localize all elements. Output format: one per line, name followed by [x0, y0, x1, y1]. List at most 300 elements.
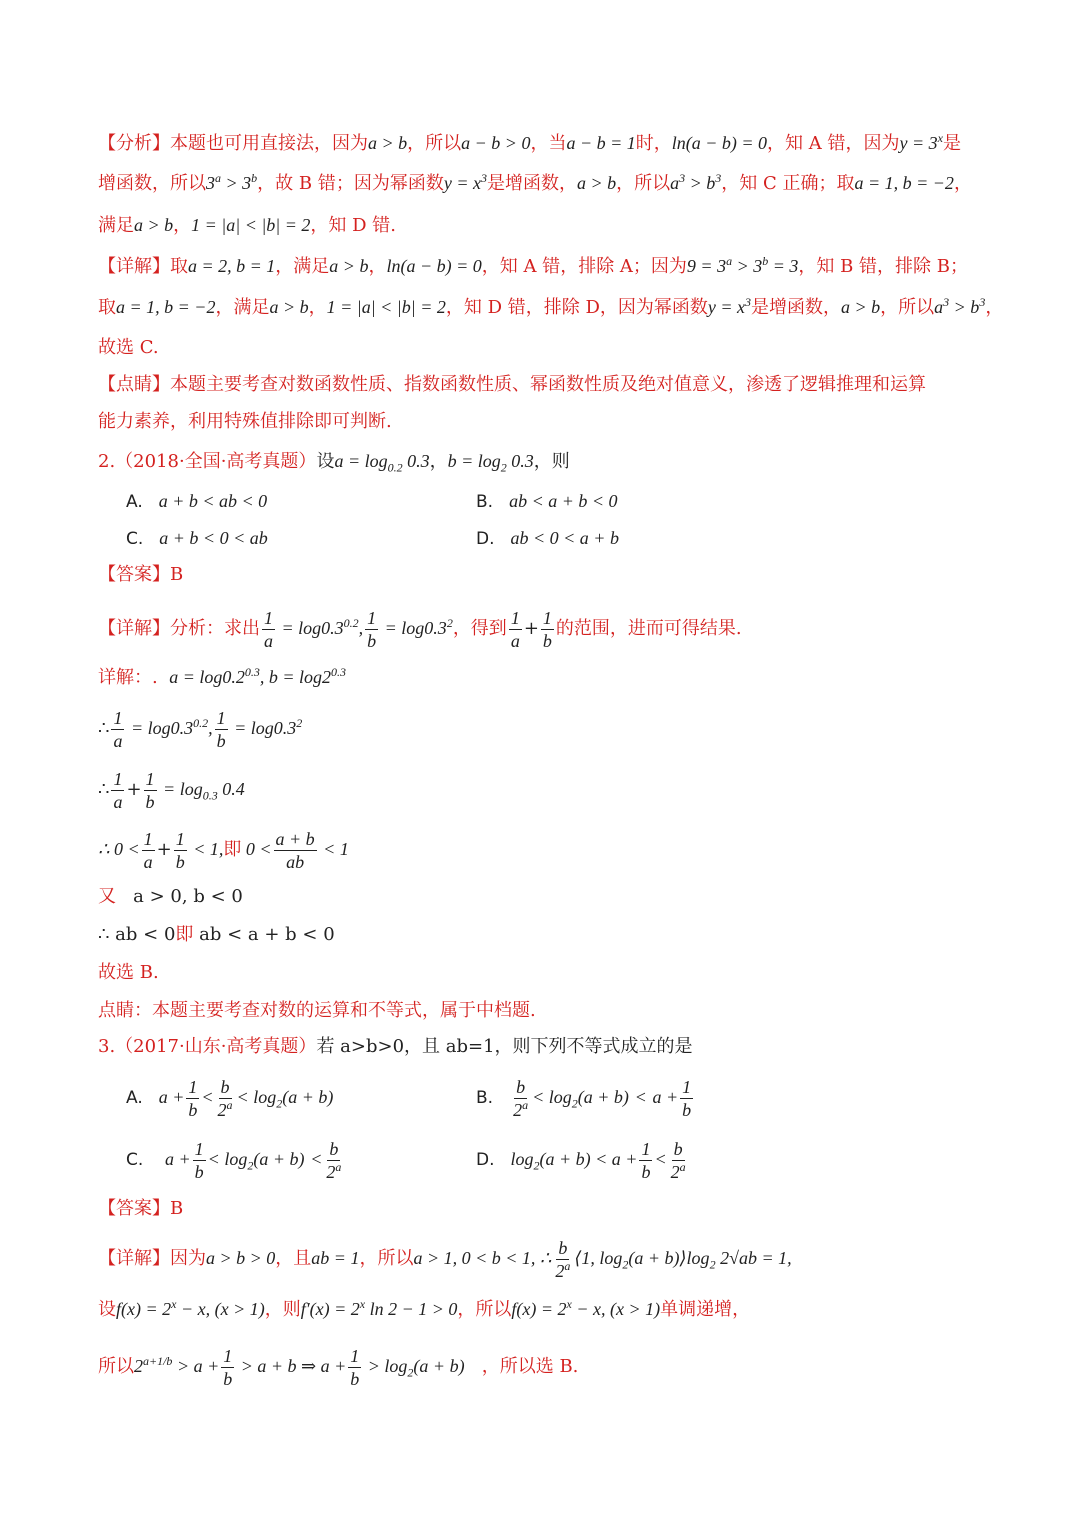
math [670, 173, 721, 193]
math-sup: a [335, 1159, 342, 1174]
denominator: a [113, 730, 123, 751]
math [126, 718, 212, 738]
analysis-text: ，知 C 正确；取 [721, 173, 855, 194]
math [363, 1356, 465, 1380]
math-sup: 0.3 [331, 665, 346, 679]
comment1-line-2: 能力素养，利用特殊值排除即可判断. [98, 411, 392, 432]
denominator: b [682, 1099, 692, 1120]
math-base: 2 [513, 1099, 523, 1120]
q2-option-a[interactable] [126, 488, 267, 515]
therefore: ∴ [98, 718, 110, 739]
fraction [669, 1138, 688, 1183]
math-base: log [510, 1149, 534, 1169]
q2-option-c[interactable] [126, 525, 268, 552]
math: < [310, 1149, 323, 1169]
detail-text: ，知 B 错，排除 B； [798, 256, 969, 277]
q2-detail-line-8: 故选 B. [98, 962, 159, 983]
detail-text: 又 [98, 886, 116, 907]
math: a + [158, 1087, 185, 1107]
option-letter: D. [476, 1150, 495, 1170]
math-sup: a [679, 1159, 686, 1174]
math [230, 718, 303, 738]
option-letter: B. [476, 492, 494, 512]
detail-text: 【详解】取 [98, 256, 188, 277]
option-letter: A. [126, 492, 143, 512]
math [334, 451, 430, 475]
analysis-text: 时， [635, 133, 672, 154]
q2-detail-line-6 [98, 884, 243, 910]
option-text: ab < 0 < a + b [510, 528, 619, 548]
math-base: > 3 [732, 256, 763, 276]
math-sub: 2 [622, 1257, 629, 1272]
option-text: a + b < ab < 0 [158, 491, 268, 511]
math [206, 173, 257, 193]
numerator: b [220, 1076, 230, 1097]
math-base: < log [207, 1149, 248, 1169]
math: ∴ ab < 0 [98, 924, 176, 945]
math [169, 667, 346, 687]
numerator: a + b [275, 828, 315, 849]
analysis-text: ，所以 [616, 173, 671, 194]
q2-option-b[interactable] [476, 488, 618, 515]
q2-detail-line-7 [98, 922, 335, 948]
analysis-text: 是 [942, 133, 961, 154]
math: < 1 [318, 839, 349, 859]
math-sup: 0.2 [343, 616, 359, 630]
math-sup: x [171, 1297, 177, 1311]
denominator: b [145, 791, 155, 812]
fraction [144, 768, 157, 813]
math-sup: x [566, 1297, 572, 1311]
detail-text: ， [985, 297, 1004, 318]
numerator: b [558, 1237, 568, 1258]
numerator: 1 [175, 828, 185, 849]
math-base: b = log [447, 451, 501, 471]
math [236, 1087, 334, 1111]
fraction [186, 1076, 199, 1121]
math [207, 1149, 305, 1173]
math-sub: 2 [571, 1096, 578, 1111]
detail-text: 详解：. [98, 667, 158, 688]
denominator: a [510, 630, 520, 651]
math: < [201, 1087, 214, 1107]
math [900, 133, 943, 153]
math-base: 0.3 [402, 451, 430, 471]
math-base: = log0.3 [277, 618, 344, 638]
fraction [541, 607, 554, 652]
math [574, 1248, 792, 1272]
math-base: > a + [172, 1356, 220, 1376]
analysis-text: 【分析】本题也可用直接法，因为 [98, 133, 368, 154]
denominator [511, 1099, 530, 1121]
math-base: (a + b) [577, 1087, 629, 1107]
denominator: b [194, 1161, 204, 1182]
fraction [262, 607, 275, 652]
math-sup: 3 [679, 171, 686, 185]
q3-option-b[interactable] [476, 1074, 695, 1121]
math-sup: 3 [943, 295, 950, 309]
q3-stem [98, 1034, 693, 1060]
analysis-text: 是增函数， [486, 173, 577, 194]
math-base: 0.4 [217, 779, 245, 799]
fraction [142, 828, 155, 873]
math-base: < log [236, 1087, 277, 1107]
denominator: b [350, 1368, 360, 1389]
detail-text: 即 [175, 924, 194, 945]
math-base: > 3 [221, 173, 252, 193]
math [447, 451, 534, 475]
denominator: b [216, 730, 226, 751]
analysis-text: ，知 D 错. [310, 215, 396, 236]
denominator: b [542, 630, 552, 651]
math-sub: 0.2 [387, 460, 403, 475]
math-base: a = log0.2 [169, 667, 245, 687]
detail-text: 单调递增， [660, 1299, 751, 1320]
numerator: 1 [143, 828, 153, 849]
detail-text: 取 [98, 297, 116, 318]
math-base: 2 [670, 1161, 680, 1182]
q2-comment: 点睛：本题主要考查对数的运算和不等式，属于中档题. [98, 1000, 536, 1021]
denominator: b [175, 851, 185, 872]
detail-text: 所以 [98, 1356, 134, 1377]
detail-text: 【详解】分析：求出 [98, 618, 260, 639]
analysis-line-1 [98, 130, 961, 157]
option-text: ab < a + b < 0 [509, 491, 618, 511]
math [277, 618, 363, 638]
detail1-line-1 [98, 253, 968, 280]
math-sup: 3 [979, 295, 986, 309]
math-sub: 2 [500, 460, 507, 475]
fraction [111, 707, 124, 752]
analysis-text: ，所以 [407, 133, 462, 154]
option-letter: C. [126, 529, 144, 549]
math [301, 1299, 458, 1319]
q2-detail-line-5 [98, 827, 349, 873]
q3-option-d[interactable] [476, 1136, 690, 1183]
math [510, 1149, 638, 1173]
denominator [553, 1260, 572, 1282]
math: a > b [576, 173, 617, 193]
math-sup: a+1/b [143, 1354, 173, 1368]
math-base: = log [158, 779, 203, 799]
fraction [324, 1138, 343, 1183]
math-sup: a [522, 1097, 529, 1112]
fraction [553, 1237, 572, 1282]
fraction [174, 828, 187, 873]
numerator: 1 [188, 1076, 198, 1097]
detail-text: 是增函数， [751, 297, 841, 318]
math-base: f(x) = 2 [116, 1299, 172, 1319]
fraction [639, 1138, 652, 1183]
math-base: 2 [326, 1161, 336, 1182]
math-base: y = x [707, 297, 745, 317]
numerator: 1 [641, 1138, 651, 1159]
q2-detail-line-4 [98, 767, 245, 813]
math: a = 1, b = −2 [854, 173, 954, 193]
math: a > 0, b < 0 [133, 886, 243, 907]
detail-text: ，得到 [452, 618, 507, 639]
math-sup: 0.2 [193, 716, 209, 730]
math-base: (a + b) [413, 1356, 465, 1376]
math [708, 297, 751, 317]
math-sup: 3 [715, 171, 722, 185]
detail-text: 设 [98, 1299, 116, 1320]
math: a > b > 0 [206, 1248, 276, 1268]
detail-text: ，满足 [275, 256, 330, 277]
math-base: (a + b) [282, 1087, 334, 1107]
analysis-text: 满足 [98, 215, 134, 236]
numerator: 1 [510, 607, 520, 628]
math-sup: 2 [296, 716, 303, 730]
math: < 1, [188, 839, 224, 859]
math: a = 2, b = 1 [188, 256, 276, 276]
math-sup: b [251, 171, 258, 185]
denominator: b [641, 1161, 651, 1182]
detail-text: ，所以选 B. [481, 1356, 579, 1377]
math: ln(a − b) = 0 [671, 133, 768, 153]
detail-text: ，知 D 错，排除 D，因为幂函数 [445, 297, 708, 318]
fraction [111, 768, 124, 813]
math: a > 1, 0 < b < 1, ∴ [413, 1248, 552, 1268]
denominator: ab [286, 851, 305, 872]
math-sup: a [226, 1097, 233, 1112]
math-base: a [934, 297, 944, 317]
math-sup: 0.3 [244, 665, 260, 679]
q3-label: 3.（2017·山东·高考真题） [98, 1036, 317, 1057]
fraction [274, 828, 317, 873]
denominator: a [264, 630, 273, 651]
analysis-text: ，故 B 错；因为幂函数 [257, 173, 444, 194]
math-base: = log0.3 [229, 718, 297, 738]
detail-text: ，所以 [457, 1299, 512, 1320]
math-sup: a [215, 171, 221, 185]
math-base: ln 2 − 1 > 0 [365, 1299, 458, 1319]
math-sup: 2 [446, 616, 453, 630]
math-base: > log [363, 1356, 408, 1376]
math: a − b = 1 [566, 133, 636, 153]
math: > a + b ⇒ a + [236, 1356, 347, 1376]
numerator: 1 [264, 607, 273, 628]
math: ln(a − b) = 0 [386, 256, 482, 276]
math: a = 1, b = −2 [116, 297, 216, 317]
detail-text: ， [308, 297, 327, 318]
math: < [654, 1149, 667, 1169]
detail1-line-3: 故选 C. [98, 337, 159, 358]
numerator: b [673, 1138, 683, 1159]
math: + [156, 839, 172, 860]
q3-stem-text: 若 a>b>0，且 ab=1，则下列不等式成立的是 [316, 1036, 693, 1057]
analysis-text: ， [173, 215, 192, 236]
math-base: 2√ab = 1, [715, 1248, 792, 1268]
q2-stem-text: ， [429, 451, 448, 472]
option-letter: C. [126, 1150, 144, 1170]
math: 1 = |a| < |b| = 2 [326, 297, 446, 317]
comment1-line-1: 【点睛】本题主要考查对数函数性质、指数函数性质、幂函数性质及绝对值意义，渗透了逻辑推理和运算 [98, 374, 926, 395]
detail-text: 的范围，进而可得结果. [555, 618, 742, 639]
math-base: 2 [555, 1260, 565, 1281]
math-base: ⟨1, log [574, 1248, 623, 1268]
math-sub: 2 [533, 1158, 540, 1173]
math-sub: 2 [247, 1158, 254, 1173]
q2-detail-line-1 [98, 606, 742, 652]
analysis-text: 增函数，所以 [98, 173, 206, 194]
math-base: 2 [217, 1099, 227, 1120]
q2-option-d[interactable] [476, 525, 619, 552]
detail-text: ， [368, 256, 387, 277]
math [511, 1299, 660, 1319]
fraction [216, 1076, 235, 1121]
math: ab < a + b < 0 [193, 924, 335, 945]
math-sup: a [564, 1258, 571, 1273]
detail-text: ，所以 [359, 1248, 414, 1269]
numerator: 1 [145, 768, 155, 789]
fraction [365, 607, 378, 652]
math-sup: 3 [745, 295, 751, 309]
math-base: > b [685, 173, 716, 193]
math [134, 1356, 219, 1376]
math-base: y = 3 [899, 133, 938, 153]
math: 1 = |a| < |b| = 2 [191, 215, 311, 235]
denominator: b [188, 1099, 198, 1120]
math-base: (a + b)⟩log [628, 1248, 710, 1268]
math [380, 618, 453, 638]
option-letter: D. [476, 529, 495, 549]
math: a − b > 0 [461, 133, 531, 153]
numerator: b [516, 1076, 526, 1097]
q3-option-a[interactable] [126, 1074, 333, 1121]
math-base: < log [532, 1087, 572, 1107]
math-base: 0.3 [506, 451, 534, 471]
math-base: , b = log2 [259, 667, 331, 687]
math-base: f(x) = 2 [511, 1299, 567, 1319]
numerator: 1 [113, 768, 123, 789]
math: + [523, 618, 539, 639]
math-base: 9 = 3 [686, 256, 727, 276]
math: a > b [841, 297, 881, 317]
q3-answer: 【答案】B [98, 1198, 184, 1219]
math-sup: b [762, 254, 769, 268]
q2-detail-line-2 [98, 664, 346, 691]
analysis-line-3 [98, 212, 396, 239]
detail-text: ，所以 [880, 297, 935, 318]
option-letter: A. [126, 1088, 143, 1108]
math: a > b [368, 133, 408, 153]
math: a > b [134, 215, 174, 235]
q2-label: 2.（2018·全国·高考真题） [98, 451, 317, 472]
q3-detail-line-2 [98, 1296, 750, 1323]
math-base: 2 [134, 1356, 143, 1376]
analysis-text: ，当 [530, 133, 567, 154]
q2-detail-line-3 [98, 706, 302, 752]
denominator [324, 1161, 343, 1183]
math: a + [165, 1149, 191, 1169]
math [158, 779, 245, 803]
math-base: , [208, 718, 213, 738]
detail-text: 即 [223, 839, 242, 860]
math-base: − x, (x > 1) [571, 1299, 661, 1319]
detail-text: ，且 [275, 1248, 312, 1269]
numerator: b [329, 1138, 339, 1159]
numerator: 1 [194, 1138, 204, 1159]
math: ab = 1 [311, 1248, 360, 1268]
detail-text: ，知 A 错，排除 A；因为 [481, 256, 687, 277]
fraction [680, 1076, 693, 1121]
denominator: a [143, 851, 153, 872]
math [532, 1087, 629, 1111]
analysis-text: ，知 A 错，因为 [767, 133, 900, 154]
math: a + [652, 1087, 679, 1107]
math [934, 297, 985, 317]
math-sup: x [359, 1297, 366, 1311]
analysis-text: ， [953, 173, 972, 194]
math: + [126, 779, 142, 800]
detail-text: ，则 [264, 1299, 301, 1320]
numerator: 1 [682, 1076, 692, 1097]
math-sub: 2 [709, 1257, 716, 1272]
numerator: 1 [542, 607, 552, 628]
math [687, 256, 798, 276]
option-text: a + b < 0 < ab [159, 528, 268, 548]
math-sub: 0.3 [202, 788, 218, 803]
numerator: 1 [113, 707, 123, 728]
detail-text: ，满足 [215, 297, 270, 318]
math-sup: a [726, 254, 733, 268]
q3-detail-line-1 [98, 1236, 792, 1282]
math-base: f′(x) = 2 [300, 1299, 360, 1319]
q3-detail-line-3 [98, 1344, 578, 1390]
q3-option-c[interactable] [126, 1136, 345, 1183]
math-base: , [358, 618, 364, 638]
math-sup: x [937, 131, 943, 145]
option-letter: B. [476, 1088, 494, 1108]
math [116, 1299, 265, 1319]
math: 0 < [241, 839, 272, 859]
math-sub: 2 [276, 1096, 283, 1111]
q2-stem-text: 设 [316, 451, 335, 472]
q2-stem-text: ，则 [533, 451, 570, 472]
denominator [669, 1161, 688, 1183]
math-base: > b [949, 297, 980, 317]
math: a > b [269, 297, 309, 317]
math-base: a [670, 173, 680, 193]
fraction [221, 1345, 234, 1390]
numerator: 1 [367, 607, 377, 628]
numerator: 1 [350, 1345, 360, 1366]
denominator [216, 1099, 235, 1121]
fraction [348, 1345, 361, 1390]
math-sub: 2 [407, 1365, 414, 1380]
detail-text: 【详解】因为 [98, 1248, 206, 1269]
math-base: = 3 [768, 256, 799, 276]
math: < [634, 1087, 647, 1107]
math-base: (a + b) [253, 1149, 305, 1169]
math-sup: 3 [480, 171, 487, 185]
fraction [509, 607, 522, 652]
math-base: − x, (x > 1) [176, 1299, 265, 1319]
math-base: = log0.3 [380, 618, 447, 638]
fraction [511, 1076, 530, 1121]
q2-stem [98, 448, 570, 475]
q2-answer: 【答案】B [98, 564, 184, 585]
math-base: 3 [206, 173, 215, 193]
math [444, 173, 487, 193]
numerator: 1 [216, 707, 226, 728]
denominator: b [367, 630, 377, 651]
denominator: b [223, 1368, 233, 1389]
therefore: ∴ [98, 779, 110, 800]
math-base: = log0.3 [126, 718, 194, 738]
numerator: 1 [223, 1345, 233, 1366]
